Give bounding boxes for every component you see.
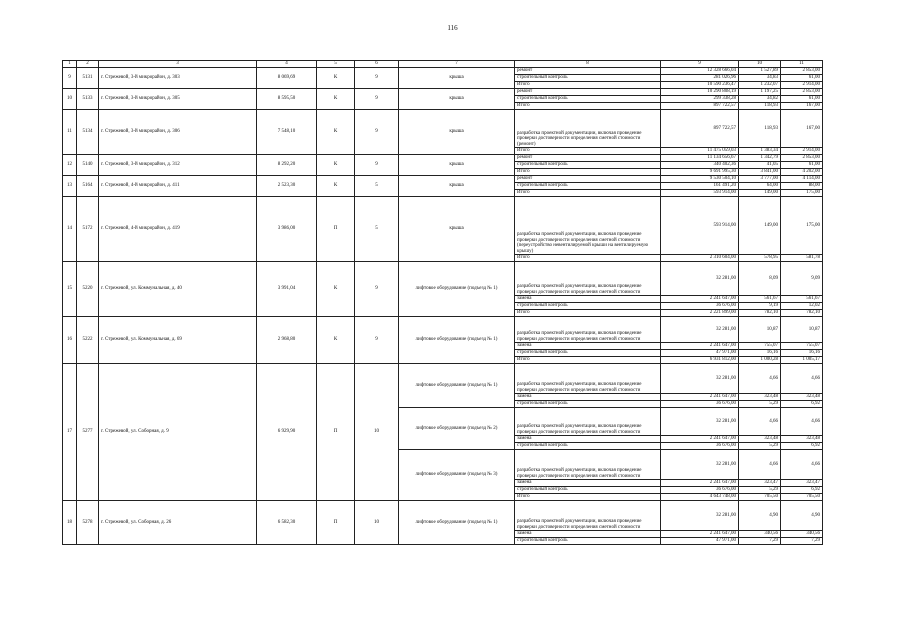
work-description: ремонт <box>515 176 661 183</box>
table-row <box>63 110 823 148</box>
wall-material: П <box>317 364 355 501</box>
work-description: замена <box>515 296 661 303</box>
house-code: 5140 <box>77 155 99 176</box>
cost-total: 161 491,20 <box>661 183 739 190</box>
wall-material: К <box>317 110 355 155</box>
cost-total: 897 722,57 <box>661 103 739 110</box>
house-address: г. Стрежевой, ул. Коммунальная, д. 40 <box>99 262 257 317</box>
table-row <box>63 155 823 162</box>
work-description: строительный контроль <box>515 183 661 190</box>
row-number: 17 <box>63 364 77 501</box>
cost-total: 47 971,00 <box>661 350 739 357</box>
table-row <box>63 68 823 75</box>
cost-total: 9 691 995,30 <box>661 169 739 176</box>
work-description: замена <box>515 343 661 350</box>
cost-per-sqm: 10,87 <box>739 317 781 343</box>
floor-count: 9 <box>355 110 399 155</box>
house-area: 2 968,80 <box>257 317 317 364</box>
house-area: 3 991,04 <box>257 262 317 317</box>
cost-per-sqm: 118,93 <box>739 103 781 110</box>
house-code: 5172 <box>77 197 99 262</box>
cost-limit: 61,00 <box>781 162 823 169</box>
row-number: 11 <box>63 110 77 155</box>
cost-total: 2 241 647,00 <box>661 394 739 401</box>
cost-per-sqm: 149,00 <box>739 197 781 255</box>
row-number: 10 <box>63 89 77 110</box>
cost-per-sqm: 7,29 <box>739 538 781 545</box>
work-description: строительный контроль <box>515 75 661 82</box>
cost-per-sqm: 323,48 <box>739 394 781 401</box>
cost-per-sqm: 4,66 <box>739 408 781 436</box>
cost-limit: 340,56 <box>781 531 823 538</box>
cost-per-sqm: 1 342,79 <box>739 155 781 162</box>
cost-total: 47 971,00 <box>661 538 739 545</box>
table-body <box>63 61 823 545</box>
capital-repair-table <box>62 60 823 545</box>
col-number-header: 4 <box>257 61 317 68</box>
floor-count: 5 <box>355 176 399 197</box>
work-description: ремонт <box>515 89 661 96</box>
cost-limit: 323,48 <box>781 436 823 443</box>
floor-count: 9 <box>355 317 399 364</box>
table-row <box>63 262 823 296</box>
cost-per-sqm: 4,90 <box>739 501 781 531</box>
house-code: 5164 <box>77 176 99 197</box>
house-address: г. Стрежевой, ул. Коммунальная, д. 69 <box>99 317 257 364</box>
col-number-header: 2 <box>77 61 99 68</box>
cost-limit: 7,29 <box>781 538 823 545</box>
floor-count: 5 <box>355 197 399 262</box>
house-code: 5222 <box>77 317 99 364</box>
cost-total: 897 722,57 <box>661 110 739 148</box>
cost-limit: 755,07 <box>781 343 823 350</box>
work-type: лифтовое оборудование (подъезд № 3) <box>399 450 515 501</box>
cost-per-sqm: 41,05 <box>739 162 781 169</box>
col-number-header: 7 <box>399 61 515 68</box>
cost-total: 32 281,00 <box>661 262 739 296</box>
cost-per-sqm: 561,67 <box>739 296 781 303</box>
cost-limit: 4,66 <box>781 364 823 394</box>
cost-total: 2 241 647,00 <box>661 296 739 303</box>
cost-per-sqm: 16,16 <box>739 350 781 357</box>
house-area: 8 069,69 <box>257 68 317 89</box>
cost-per-sqm: 705,50 <box>739 494 781 501</box>
cost-per-sqm: 64,00 <box>739 183 781 190</box>
work-description: строительный контроль <box>515 538 661 545</box>
wall-material: К <box>317 89 355 110</box>
cost-per-sqm: 323,47 <box>739 480 781 487</box>
cost-limit: 782,10 <box>781 310 823 317</box>
column-number-row <box>63 61 823 68</box>
floor-count: 9 <box>355 68 399 89</box>
cost-limit: 4,66 <box>781 408 823 436</box>
work-description: замена <box>515 480 661 487</box>
cost-per-sqm: 5,29 <box>739 487 781 494</box>
cost-limit: 167,00 <box>781 110 823 148</box>
cost-limit: 175,00 <box>781 197 823 255</box>
cost-limit: 61,00 <box>781 75 823 82</box>
work-description: Итого <box>515 357 661 364</box>
work-type: крыша <box>399 176 515 197</box>
work-description: Итого <box>515 103 661 110</box>
wall-material: К <box>317 262 355 317</box>
work-type: лифтовое оборудование (подъезд № 1) <box>399 501 515 545</box>
cost-total: 36 676,00 <box>661 443 739 450</box>
work-description: строительный контроль <box>515 487 661 494</box>
house-address: г. Стрежевой, 4-й микрорайон, д. 419 <box>99 197 257 262</box>
cost-per-sqm: 1 000,28 <box>739 357 781 364</box>
row-number: 12 <box>63 155 77 176</box>
house-area: 2 523,30 <box>257 176 317 197</box>
cost-limit: 61,00 <box>781 96 823 103</box>
cost-per-sqm: 5,29 <box>739 443 781 450</box>
work-description: разработка проектной документации, включая проведение проверки достоверности определения сметной стоимости <box>515 501 661 531</box>
cost-limit: 6,92 <box>781 443 823 450</box>
house-address: г. Стрежевой, ул. Соборная, д. 9 <box>99 364 257 501</box>
work-description: разработка проектной документации, включая проведение проверки достоверности определения сметной стоимости (ремонт) <box>515 110 661 148</box>
table-row <box>63 176 823 183</box>
cost-total: 36 676,00 <box>661 303 739 310</box>
wall-material: П <box>317 197 355 262</box>
work-description: строительный контроль <box>515 350 661 357</box>
work-description: разработка проектной документации, включая проведение проверки достоверности определения сметной стоимости <box>515 317 661 343</box>
cost-total: 2 241 647,00 <box>661 480 739 487</box>
cost-limit: 88,00 <box>781 183 823 190</box>
cost-per-sqm: 1 383,34 <box>739 148 781 155</box>
cost-per-sqm: 8,09 <box>739 262 781 296</box>
cost-limit: 323,48 <box>781 394 823 401</box>
cost-per-sqm: 1 232,07 <box>739 82 781 89</box>
work-description: замена <box>515 394 661 401</box>
cost-total: 2 241 647,00 <box>661 436 739 443</box>
house-code: 5134 <box>77 110 99 155</box>
cost-limit: 12,02 <box>781 303 823 310</box>
work-type: крыша <box>399 155 515 176</box>
cost-limit: 16,16 <box>781 350 823 357</box>
col-number-header: 11 <box>781 61 823 68</box>
house-address: г. Стрежевой, 3-й микрорайон, д. 312 <box>99 155 257 176</box>
cost-per-sqm: 149,00 <box>739 190 781 197</box>
wall-material: К <box>317 68 355 89</box>
work-description: Итого <box>515 494 661 501</box>
work-description: замена <box>515 531 661 538</box>
cost-per-sqm: 1 527,89 <box>739 68 781 75</box>
house-code: 5220 <box>77 262 99 317</box>
house-address: г. Стрежевой, 3-й микрорайон, д. 305 <box>99 89 257 110</box>
work-description: Итого <box>515 190 661 197</box>
cost-per-sqm: 323,48 <box>739 436 781 443</box>
house-code: 5278 <box>77 501 99 545</box>
cost-limit: 4 202,00 <box>781 169 823 176</box>
cost-limit: 2 914,00 <box>781 82 823 89</box>
cost-total: 4 643 748,00 <box>661 494 739 501</box>
cost-limit: 2 853,00 <box>781 68 823 75</box>
cost-limit: 2 853,00 <box>781 89 823 96</box>
row-number: 16 <box>63 317 77 364</box>
cost-limit: 9,09 <box>781 262 823 296</box>
work-description: разработка проектной документации, включая проведение проверки достоверности определения сметной стоимости <box>515 450 661 480</box>
row-number: 9 <box>63 68 77 89</box>
cost-limit: 4 114,00 <box>781 176 823 183</box>
cost-total: 32 281,00 <box>661 317 739 343</box>
cost-total: 2 241 647,00 <box>661 343 739 350</box>
cost-limit: 4,90 <box>781 501 823 531</box>
house-area: 3 986,00 <box>257 197 317 262</box>
house-area: 6 582,30 <box>257 501 317 545</box>
work-type: лифтовое оборудование (подъезд № 1) <box>399 317 515 364</box>
work-description: разработка проектной документации, включая проведение проверки достоверности определения сметной стоимости <box>515 408 661 436</box>
cost-limit: 6,92 <box>781 487 823 494</box>
floor-count: 9 <box>355 155 399 176</box>
work-description: Итого <box>515 148 661 155</box>
work-type: лифтовое оборудование (подъезд № 1) <box>399 262 515 317</box>
house-area: 8 292,20 <box>257 155 317 176</box>
work-type: крыша <box>399 197 515 262</box>
cost-per-sqm: 3 777,00 <box>739 176 781 183</box>
work-description: Итого <box>515 255 661 262</box>
cost-per-sqm: 34,82 <box>739 96 781 103</box>
cost-total: 12 328 666,04 <box>661 68 739 75</box>
cost-total: 11 134 656,67 <box>661 155 739 162</box>
wall-material: К <box>317 176 355 197</box>
work-type: крыша <box>399 110 515 155</box>
table-row <box>63 501 823 531</box>
col-number-header: 5 <box>317 61 355 68</box>
cost-limit: 167,00 <box>781 103 823 110</box>
cost-limit: 2 914,00 <box>781 148 823 155</box>
cost-total: 36 676,00 <box>661 487 739 494</box>
cost-limit: 2 853,00 <box>781 155 823 162</box>
cost-total: 2 241 647,00 <box>661 531 739 538</box>
work-description: Итого <box>515 310 661 317</box>
table-row <box>63 364 823 394</box>
house-code: 5133 <box>77 89 99 110</box>
cost-per-sqm: 5,29 <box>739 401 781 408</box>
col-number-header: 8 <box>515 61 661 68</box>
cost-per-sqm: 755,07 <box>739 343 781 350</box>
floor-count: 10 <box>355 501 399 545</box>
cost-limit: 1 005,17 <box>781 357 823 364</box>
cost-total: 2 221 899,00 <box>661 310 739 317</box>
cost-per-sqm: 578,95 <box>739 255 781 262</box>
cost-limit: 561,67 <box>781 296 823 303</box>
wall-material: К <box>317 155 355 176</box>
cost-total: 10 590 236,47 <box>661 82 739 89</box>
cost-total: 299 338,28 <box>661 96 739 103</box>
cost-total: 281 026,96 <box>661 75 739 82</box>
col-number-header: 9 <box>661 61 739 68</box>
cost-per-sqm: 4,66 <box>739 450 781 480</box>
work-type: лифтовое оборудование (подъезд № 1) <box>399 364 515 408</box>
house-code: 5131 <box>77 68 99 89</box>
table-row <box>63 317 823 343</box>
work-description: Итого <box>515 169 661 176</box>
row-number: 18 <box>63 501 77 545</box>
work-description: разработка проектной документации, включая проведение проверки достоверности определения сметной стоимости <box>515 364 661 394</box>
cost-total: 32 281,00 <box>661 408 739 436</box>
table-row <box>63 197 823 255</box>
cost-per-sqm: 3 841,00 <box>739 169 781 176</box>
floor-count: 9 <box>355 262 399 317</box>
work-description: разработка проектной документации, включая проведение проверки достоверности определения сметной стоимости (переустройство невентилируемой крыши на вентилируемую крышу) <box>515 197 661 255</box>
cost-per-sqm: 34,83 <box>739 75 781 82</box>
cost-per-sqm: 118,93 <box>739 110 781 148</box>
row-number: 15 <box>63 262 77 317</box>
work-type: лифтовое оборудование (подъезд № 2) <box>399 408 515 450</box>
cost-total: 593 914,00 <box>661 197 739 255</box>
row-number: 14 <box>63 197 77 262</box>
house-address: г. Стрежевой, 4-й микрорайон, д. 411 <box>99 176 257 197</box>
cost-total: 36 676,00 <box>661 401 739 408</box>
cost-limit: 10,87 <box>781 317 823 343</box>
cost-total: 11 475 059,03 <box>661 148 739 155</box>
table-row <box>63 89 823 96</box>
cost-total: 10 290 808,19 <box>661 89 739 96</box>
cost-limit: 175,00 <box>781 190 823 197</box>
cost-limit: 705,50 <box>781 494 823 501</box>
house-address: г. Стрежевой, 3-й микрорайон, д. 306 <box>99 110 257 155</box>
house-address: г. Стрежевой, 3-й микрорайон, д. 303 <box>99 68 257 89</box>
cost-per-sqm: 782,10 <box>739 310 781 317</box>
cost-total: 2 310 604,00 <box>661 255 739 262</box>
cost-total: 32 281,00 <box>661 501 739 531</box>
floor-count: 9 <box>355 89 399 110</box>
cost-total: 9 530 504,10 <box>661 176 739 183</box>
col-number-header: 3 <box>99 61 257 68</box>
work-description: строительный контроль <box>515 401 661 408</box>
floor-count: 10 <box>355 364 399 501</box>
house-address: г. Стрежевой, ул. Соборная, д. 26 <box>99 501 257 545</box>
cost-total: 6 931 812,00 <box>661 357 739 364</box>
col-number-header: 6 <box>355 61 399 68</box>
cost-per-sqm: 9,19 <box>739 303 781 310</box>
house-area: 7 548,10 <box>257 110 317 155</box>
work-description: замена <box>515 436 661 443</box>
work-description: ремонт <box>515 155 661 162</box>
cost-per-sqm: 340,56 <box>739 531 781 538</box>
page-number: 116 <box>447 24 458 32</box>
wall-material: К <box>317 317 355 364</box>
cost-total: 593 914,00 <box>661 190 739 197</box>
work-description: строительный контроль <box>515 162 661 169</box>
cost-total: 32 281,00 <box>661 450 739 480</box>
work-type: крыша <box>399 89 515 110</box>
row-number: 13 <box>63 176 77 197</box>
house-area: 8 595,50 <box>257 89 317 110</box>
cost-limit: 4,66 <box>781 450 823 480</box>
work-description: строительный контроль <box>515 443 661 450</box>
cost-total: 32 281,00 <box>661 364 739 394</box>
house-area: 6 929,90 <box>257 364 317 501</box>
col-number-header: 10 <box>739 61 781 68</box>
work-description: ремонт <box>515 68 661 75</box>
wall-material: П <box>317 501 355 545</box>
cost-per-sqm: 4,66 <box>739 364 781 394</box>
cost-limit: 6,92 <box>781 401 823 408</box>
cost-limit: 581,78 <box>781 255 823 262</box>
col-number-header: 1 <box>63 61 77 68</box>
house-code: 5277 <box>77 364 99 501</box>
work-description: разработка проектной документации, включая проведение проверки достоверности определения сметной стоимости <box>515 262 661 296</box>
work-type: крыша <box>399 68 515 89</box>
cost-limit: 323,47 <box>781 480 823 487</box>
cost-per-sqm: 1 197,25 <box>739 89 781 96</box>
work-description: строительный контроль <box>515 96 661 103</box>
work-description: Итого <box>515 82 661 89</box>
cost-total: 340 402,36 <box>661 162 739 169</box>
work-description: строительный контроль <box>515 303 661 310</box>
